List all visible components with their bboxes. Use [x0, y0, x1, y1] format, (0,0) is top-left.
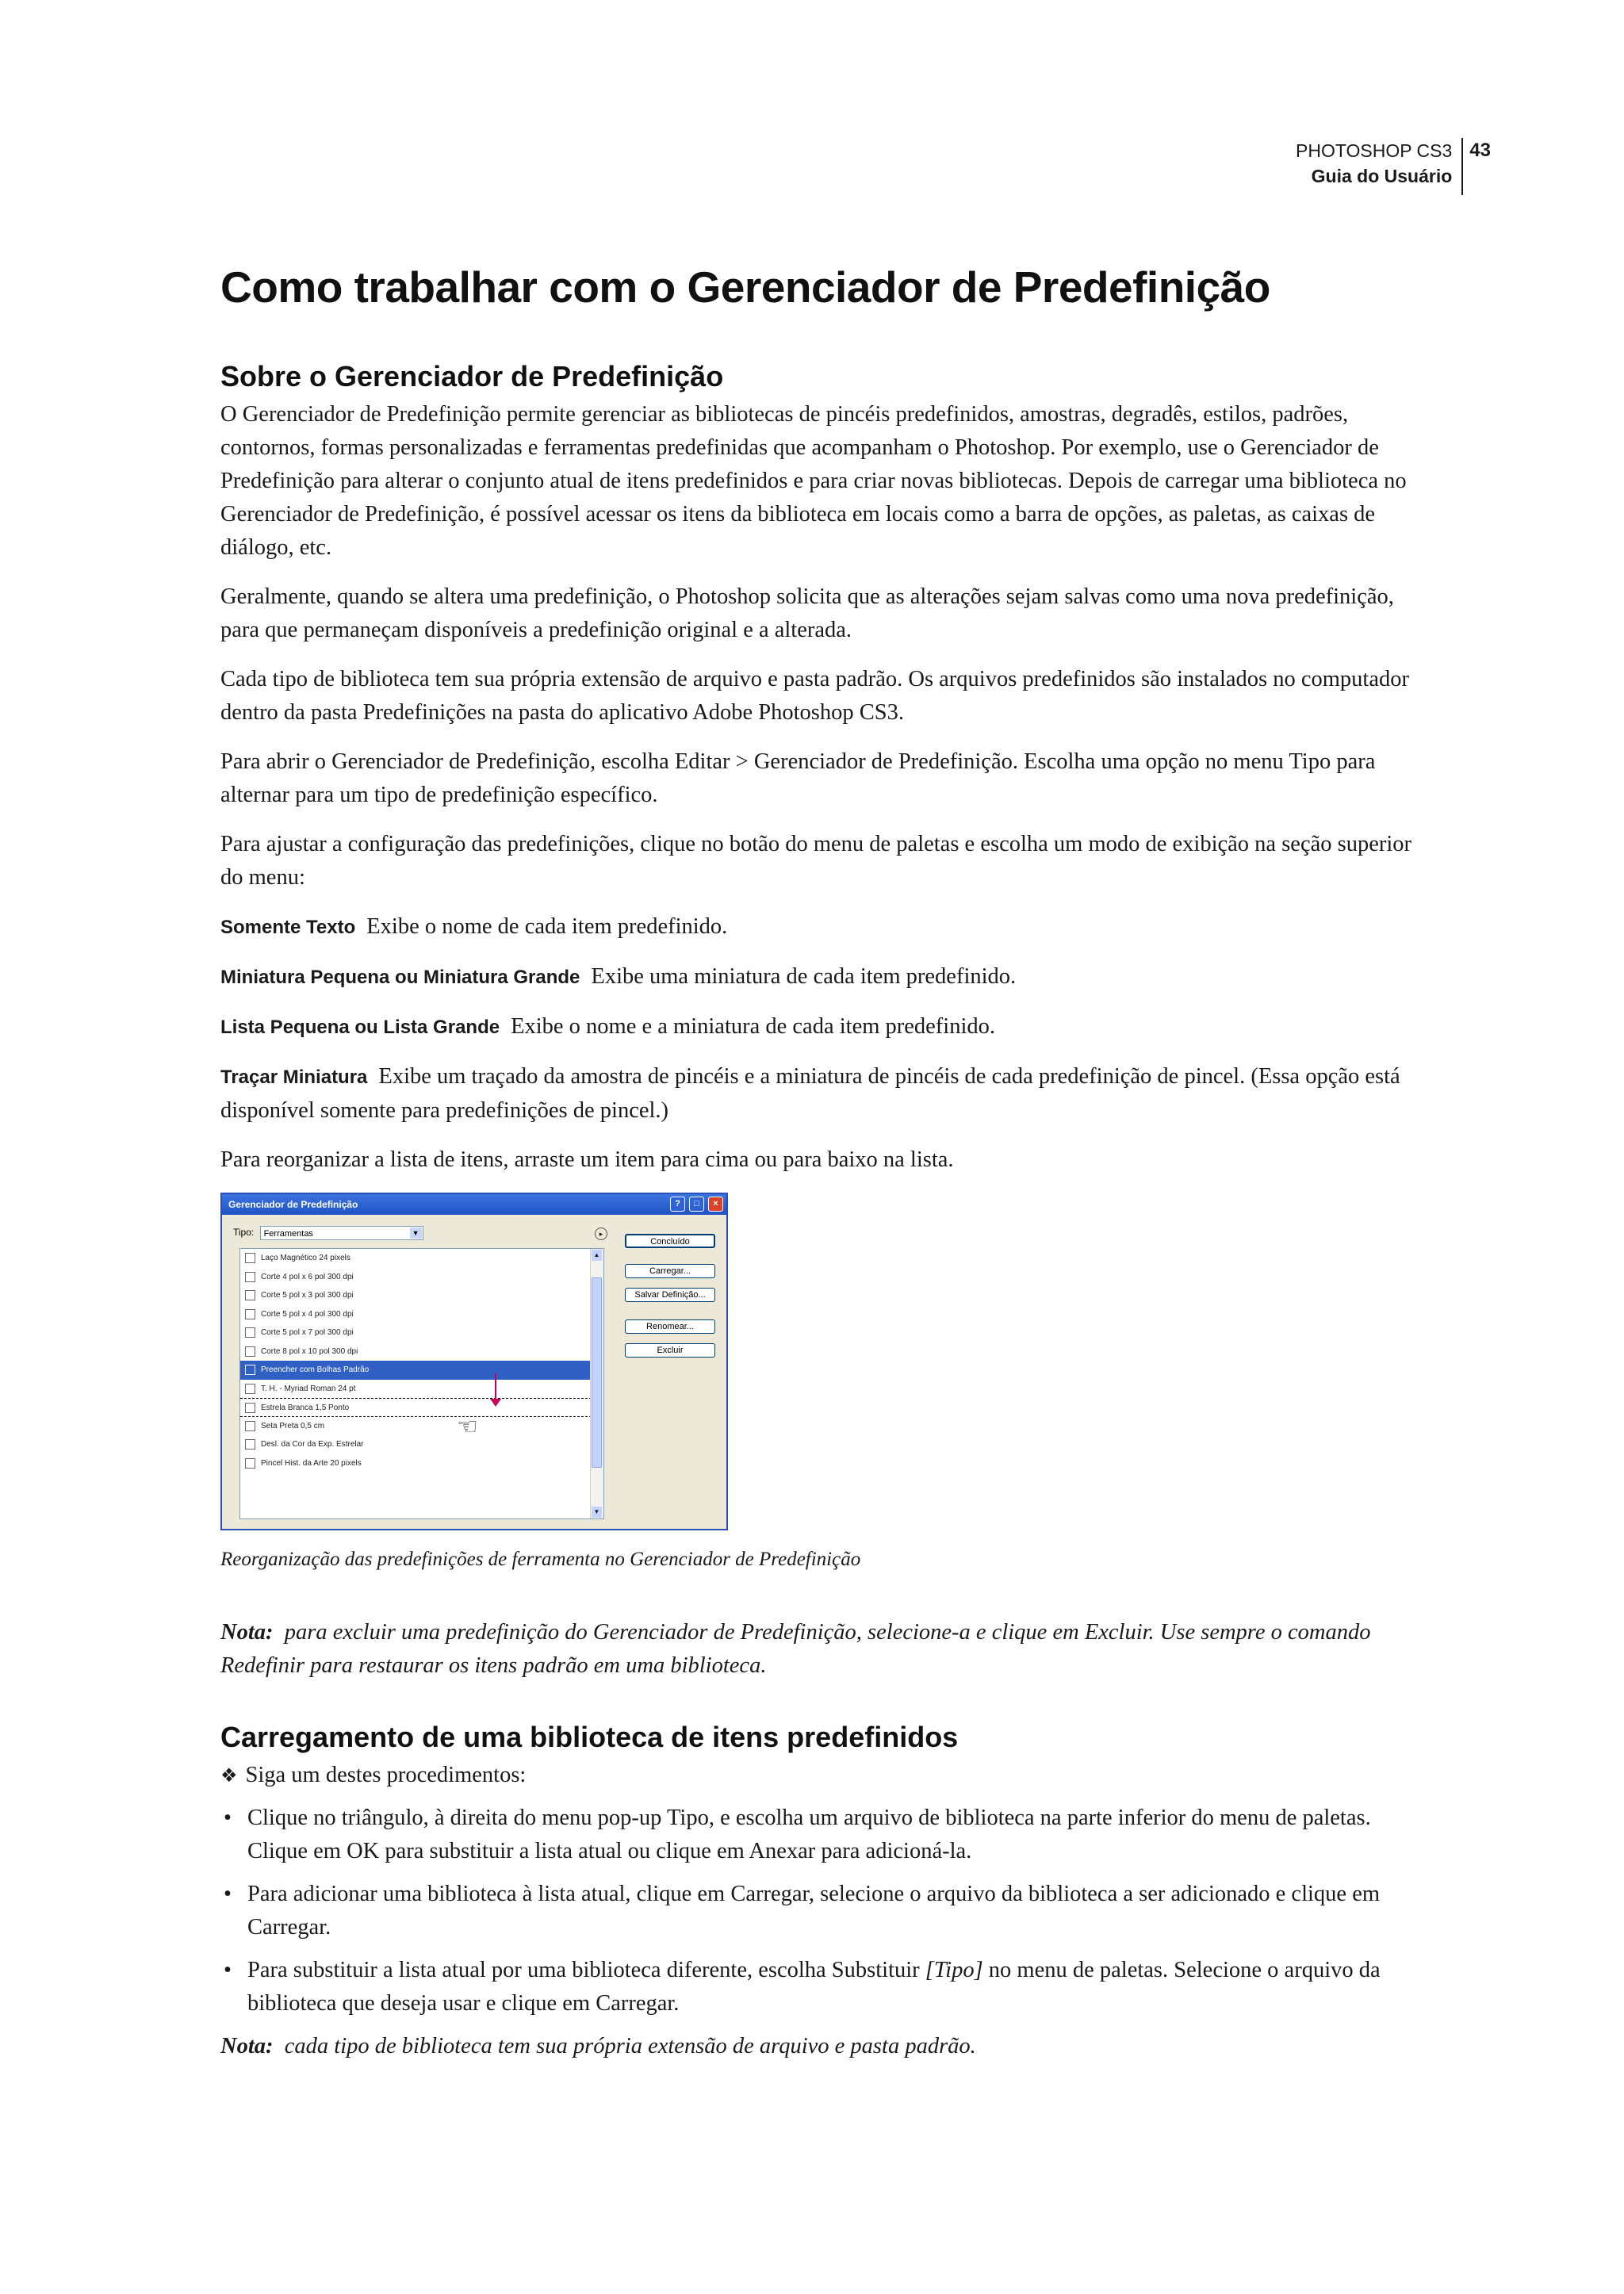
tipo-value: Ferramentas: [263, 1229, 313, 1239]
scroll-up-icon: ▲: [592, 1250, 602, 1261]
close-icon: ×: [708, 1197, 723, 1212]
dialog-title: Gerenciador de Predefinição: [228, 1199, 358, 1210]
section-heading-about: Sobre o Gerenciador de Predefinição: [220, 360, 724, 393]
type-icon: [245, 1384, 255, 1394]
list-item: Laço Magnético 24 pixels: [240, 1249, 603, 1268]
list-item: Seta Preta 0,5 cm: [240, 1417, 603, 1436]
bullet-list: [220, 1802, 1418, 2020]
shape-icon: [245, 1403, 255, 1413]
guide-name: Guia do Usuário: [1311, 166, 1453, 186]
mode-definition: [220, 1010, 1418, 1044]
note-label: Nota:: [220, 2034, 274, 2058]
list-item: Desl. da Cor da Exp. Estrelar: [240, 1435, 603, 1454]
list-scrollbar: [590, 1249, 603, 1518]
paragraph: Cada tipo de biblioteca tem sua própria extensão de arquivo e pasta padrão. Os arquivos predefinidos são instalados no computador dentro da pasta Predefinições na pasta do aplicativo Adobe Photoshop CS3.: [220, 667, 1409, 725]
crop-icon: [245, 1290, 255, 1300]
list-item: Pincel Hist. da Arte 20 pixels: [240, 1454, 603, 1473]
load-button: Carregar...: [625, 1264, 715, 1278]
list-item: Corte 5 pol x 3 pol 300 dpi: [240, 1286, 603, 1305]
mode-definition: [220, 960, 1418, 994]
step-text: Siga um destes procedimentos:: [245, 1763, 527, 1787]
scroll-down-icon: ▼: [592, 1507, 602, 1518]
mode-definition: [220, 910, 1418, 944]
list-item: • Clique no triângulo, à direita do menu pop-up Tipo, e escolha um arquivo de biblioteca na parte inferior do menu de paletas. Clique em OK para substituir a lista atual ou clique em Anexar para adicioná-la.: [220, 1802, 1418, 1868]
dialog-titlebar: [222, 1194, 726, 1215]
crop-icon: [245, 1272, 255, 1282]
note: [220, 1616, 1418, 1683]
mode-term: Miniatura Pequena ou Miniatura Grande: [220, 967, 580, 988]
figure-caption: Reorganização das predefinições de ferramenta no Gerenciador de Predefinição: [220, 1549, 861, 1570]
delete-button: Excluir: [625, 1343, 715, 1358]
note-text: para excluir uma predefinição do Gerenciador de Predefinição, selecione-a e clique em Excluir. Use sempre o comando Redefinir para restaurar os itens padrão em uma biblioteca.: [220, 1620, 1371, 1678]
dialog-buttons: [625, 1234, 715, 1367]
section-heading-loading: Carregamento de uma biblioteca de itens predefinidos: [220, 1721, 959, 1753]
scroll-thumb: [592, 1277, 602, 1468]
mode-term: Lista Pequena ou Lista Grande: [220, 1017, 500, 1038]
paragraph: O Gerenciador de Predefinição permite gerenciar as bibliotecas de pincéis predefinidos, amostras, degradês, estilos, padrões, contornos, formas personalizadas e ferramentas predefinidas que acompanham o Photoshop. Por exemplo, use o Gerenciador de Predefinição para alterar o conjunto atual de itens predefinidos e para criar novas bibliotecas. Depois de carregar uma biblioteca no Gerenciador de Predefinição, é possível acessar os itens da biblioteca em locais como a barra de opções, as paletas, as caixas de diálogo, etc.: [220, 402, 1407, 560]
mode-desc: Exibe um traçado da amostra de pincéis e a miniatura de pincéis de cada predefinição de pincel. (Essa opção está disponível somente para predefinições de pincel.): [220, 1064, 1400, 1123]
drag-arrow-icon: [495, 1373, 496, 1400]
header-titles: [1296, 138, 1461, 189]
paragraph: Para reorganizar a lista de itens, arraste um item para cima ou para baixo na lista.: [220, 1147, 954, 1172]
list-item: • Para substituir a lista atual por uma biblioteca diferente, escolha Substituir [Tipo] no menu de paletas. Selecione o arquivo da biblioteca que deseja usar e clique em Carregar.: [220, 1954, 1418, 2020]
mode-desc: Exibe uma miniatura de cada item predefinido.: [591, 964, 1017, 989]
list-item-selected: Preencher com Bolhas Padrão: [240, 1361, 603, 1380]
preset-list: [239, 1248, 604, 1519]
lasso-icon: [245, 1253, 255, 1263]
procedure-step: [220, 1759, 1418, 1792]
hand-cursor-icon: ☜: [457, 1413, 478, 1441]
step-diamond-icon: ❖: [220, 1764, 238, 1787]
paragraph: Geralmente, quando se altera uma predefinição, o Photoshop solicita que as alterações sejam salvas como uma nova predefinição, para que permaneçam disponíveis a predefinição original e a alterada.: [220, 584, 1394, 642]
art-history-brush-icon: [245, 1458, 255, 1469]
note-text: cada tipo de biblioteca tem sua própria extensão de arquivo e pasta padrão.: [284, 2034, 976, 2058]
save-set-button: Salvar Definição...: [625, 1288, 715, 1302]
mode-desc: Exibe o nome de cada item predefinido.: [366, 914, 728, 939]
list-item-drop-target: Estrela Branca 1,5 Ponto: [240, 1398, 603, 1417]
list-item: T. H. - Myriad Roman 24 pt: [240, 1380, 603, 1399]
preset-manager-dialog-screenshot: [220, 1193, 728, 1530]
product-name: PHOTOSHOP CS3: [1296, 140, 1453, 161]
page-content: [220, 262, 1418, 2079]
mode-desc: Exibe o nome e a miniatura de cada item predefinido.: [511, 1014, 996, 1039]
tipo-select: [260, 1226, 423, 1240]
list-item: • Para adicionar uma biblioteca à lista atual, clique em Carregar, selecione o arquivo da biblioteca a ser adicionado e clique em Carregar.: [220, 1878, 1418, 1944]
done-button: Concluído: [625, 1234, 715, 1248]
palette-menu-icon: ▸: [595, 1227, 607, 1240]
chevron-down-icon: ▼: [410, 1227, 422, 1239]
note: [220, 2030, 1418, 2063]
page-title: Como trabalhar com o Gerenciador de Predefinição: [220, 262, 1270, 312]
mode-term: Somente Texto: [220, 917, 356, 938]
mode-definition: [220, 1060, 1418, 1128]
paragraph: Para abrir o Gerenciador de Predefinição, escolha Editar > Gerenciador de Predefinição. Escolha uma opção no menu Tipo para alternar para um tipo de predefinição específico.: [220, 749, 1376, 807]
maximize-icon: □: [689, 1197, 704, 1212]
crop-icon: [245, 1346, 255, 1357]
color-replace-icon: [245, 1439, 255, 1450]
list-item: Corte 5 pol x 7 pol 300 dpi: [240, 1323, 603, 1342]
rename-button: Renomear...: [625, 1319, 715, 1334]
list-item: Corte 5 pol x 4 pol 300 dpi: [240, 1305, 603, 1324]
crop-icon: [245, 1309, 255, 1319]
tipo-label: Tipo:: [233, 1227, 255, 1239]
running-header: [1296, 138, 1491, 195]
fill-icon: [245, 1365, 255, 1375]
mode-term: Traçar Miniatura: [220, 1067, 368, 1088]
list-item: Corte 8 pol x 10 pol 300 dpi: [240, 1342, 603, 1361]
line-icon: [245, 1421, 255, 1431]
crop-icon: [245, 1327, 255, 1338]
page-number: 43: [1461, 138, 1491, 195]
paragraph: Para ajustar a configuração das predefinições, clique no botão do menu de paletas e escolha um modo de exibição na seção superior do menu:: [220, 832, 1412, 890]
list-item: Corte 4 pol x 6 pol 300 dpi: [240, 1268, 603, 1287]
tipo-row: [233, 1226, 423, 1240]
help-icon: ?: [670, 1197, 685, 1212]
note-label: Nota:: [220, 1620, 274, 1645]
